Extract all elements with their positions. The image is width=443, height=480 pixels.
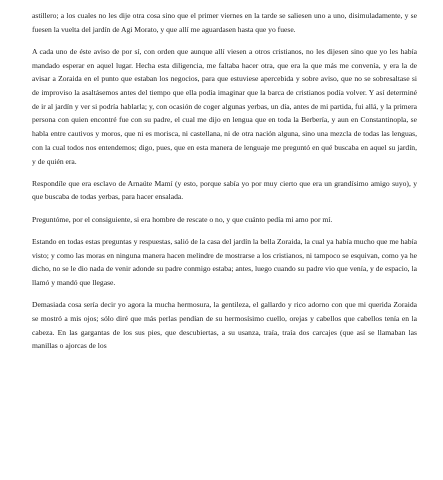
paragraph: Demasiada cosa sería decir yo agora la mucha hermosura, la gentileza, el gallardo y rico adorno con que mi querida Zoraida se mostró a mis ojos; sólo diré que más perlas pendían de su hermosísimo cuello, orejas y cabellos que cabellos tenía en la cabeza. En las gargantas de los sus pies, que descubiertas, a su usanza, traía, traía dos carcajes (que así se llamaban las manillas o ajorcas de los xyxy=(32,300,417,351)
paragraph: Respondíle que era esclavo de Arnaúte Mamí (y esto, porque sabía yo por muy cierto que era un grandísimo amigo suyo), y que buscaba de todas yerbas, para hacer ensalada. xyxy=(32,178,417,202)
paragraph: astillero; a los cuales no les dije otra cosa sino que el primer viernes en la tarde se saliesen uno a uno, disimuladamente, y se fuesen la vuelta del jardín de Agi Morato, y que allí me aguardasen hasta que yo fuese. xyxy=(32,11,417,34)
paragraph: Preguntóme, por el consiguiente, si era hombre de rescate o no, y que cuánto pedía mi amo por mí. xyxy=(32,214,333,224)
paragraph: A cada uno de éste aviso de por sí, con orden que aunque allí viesen a otros cristianos, no les dijesen sino que yo les había mandado esperar en aquel lugar. Hecha esta diligencia, me faltaba hacer otra, que era la que más me convenía, y era la de avisar a Zoraida en el punto que estaban los negocios, para que estuviese apercebida y sobre aviso, que no se sobresaltase si de improviso la asaltásemos antes del tiempo que ella podía imaginar que la barca de cristianos podía volver. Y así determiné de ir al jardín y ver si podría hablarla; y, con ocasión de coger algunas yerbas, un día, antes de mi partida, fui allá, y la primera persona con quien encontré fue con su padre, el cual me dijo en lengua que en toda la Berbería, y aun en Constantinopla, se habla entre cautivos y moros, que ni es morisca, ni castellana, ni de otra nación alguna, sino una mezcla de todas las lenguas, con la cual todos nos entendemos; digo, pues, que en esta manera de lenguaje me preguntó en qué buscaba en aquel su jardín, y de quién era. xyxy=(32,46,417,166)
paragraph: Estando en todas estas preguntas y respuestas, salió de la casa del jardín la bella Zoraida, la cual ya había mucho que me había visto; y como las moras en ninguna manera hacen melindre de mostrarse a los cristianos, ni tampoco se esquivan, como ya he dicho, no se le dio nada de venir adonde su padre conmigo estaba; antes, luego cuando su padre vio que venía, y de espacio, la llamó y mandó que llegase. xyxy=(32,236,417,287)
